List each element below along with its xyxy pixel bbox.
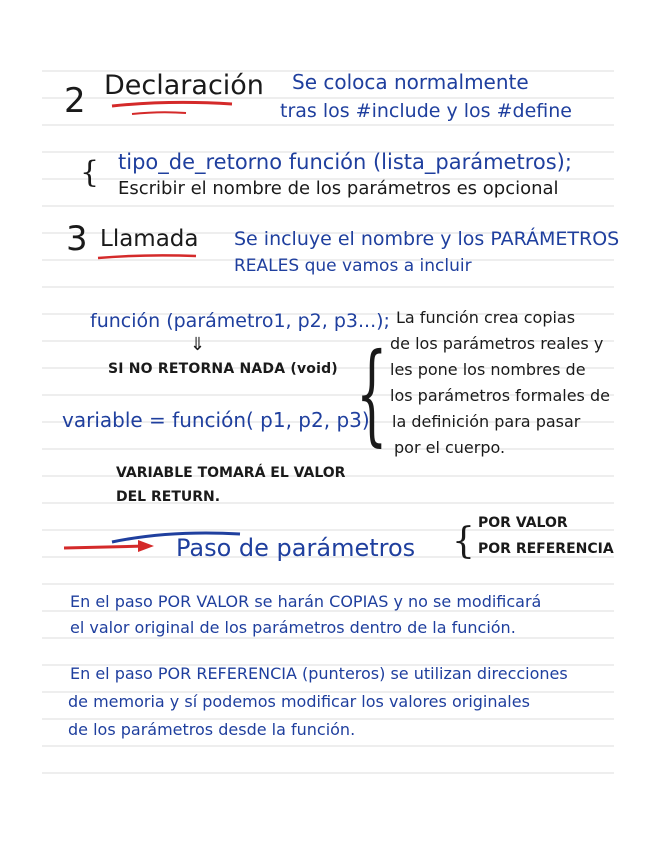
paso-option-valor: POR VALOR: [478, 515, 568, 531]
section-3-title: Llamada: [100, 226, 199, 252]
section-2-note-line2: tras los #include y los #define: [280, 100, 572, 122]
paso-option-referencia: POR REFERENCIA: [478, 541, 614, 557]
side-note-line: los parámetros formales de: [390, 386, 610, 405]
section-2-title: Declaración: [104, 70, 264, 101]
section-2-remark: Escribir el nombre de los parámetros es opcional: [118, 178, 559, 199]
side-note-brace: {: [356, 329, 388, 457]
side-note-line: por el cuerpo.: [394, 438, 506, 457]
paso-options-brace: {: [452, 521, 475, 562]
valor-line: el valor original de los parámetros dentro de la función.: [70, 618, 516, 637]
var-note-line1: VARIABLE TOMARÁ EL VALOR: [116, 465, 346, 481]
section-2-prototype: tipo_de_retorno función (lista_parámetros);: [118, 150, 572, 174]
section-3-note-line2: REALES que vamos a incluir: [234, 256, 472, 276]
side-note-line: la definición para pasar: [392, 412, 581, 431]
section-3-note-line1: Se incluye el nombre y los PARÁMETROS: [234, 228, 620, 250]
section-3-call: función (parámetro1, p2, p3...);: [90, 310, 390, 332]
var-note-line2: DEL RETURN.: [116, 489, 221, 505]
side-note-line: de los parámetros reales y: [390, 334, 604, 353]
section-2-number: 2: [64, 81, 86, 121]
valor-line: En el paso POR VALOR se harán COPIAS y no se modificará: [70, 592, 542, 611]
side-note-line: La función crea copias: [396, 308, 576, 327]
referencia-line: de memoria y sí podemos modificar los valores originales: [68, 692, 530, 711]
void-note: SI NO RETORNA NADA (void): [108, 361, 338, 377]
referencia-line: En el paso POR REFERENCIA (punteros) se utilizan direcciones: [70, 664, 568, 683]
paso-title: Paso de parámetros: [176, 534, 416, 562]
referencia-line: de los parámetros desde la función.: [68, 720, 356, 739]
section-3-number: 3: [66, 219, 88, 259]
down-arrow-icon: ⇓: [190, 334, 206, 355]
side-note-line: les pone los nombres de: [390, 360, 586, 379]
prototype-brace: {: [80, 155, 100, 190]
section-2-note-line1: Se coloca normalmente: [292, 70, 529, 94]
section-3-assign: variable = función( p1, p2, p3);: [62, 408, 377, 432]
